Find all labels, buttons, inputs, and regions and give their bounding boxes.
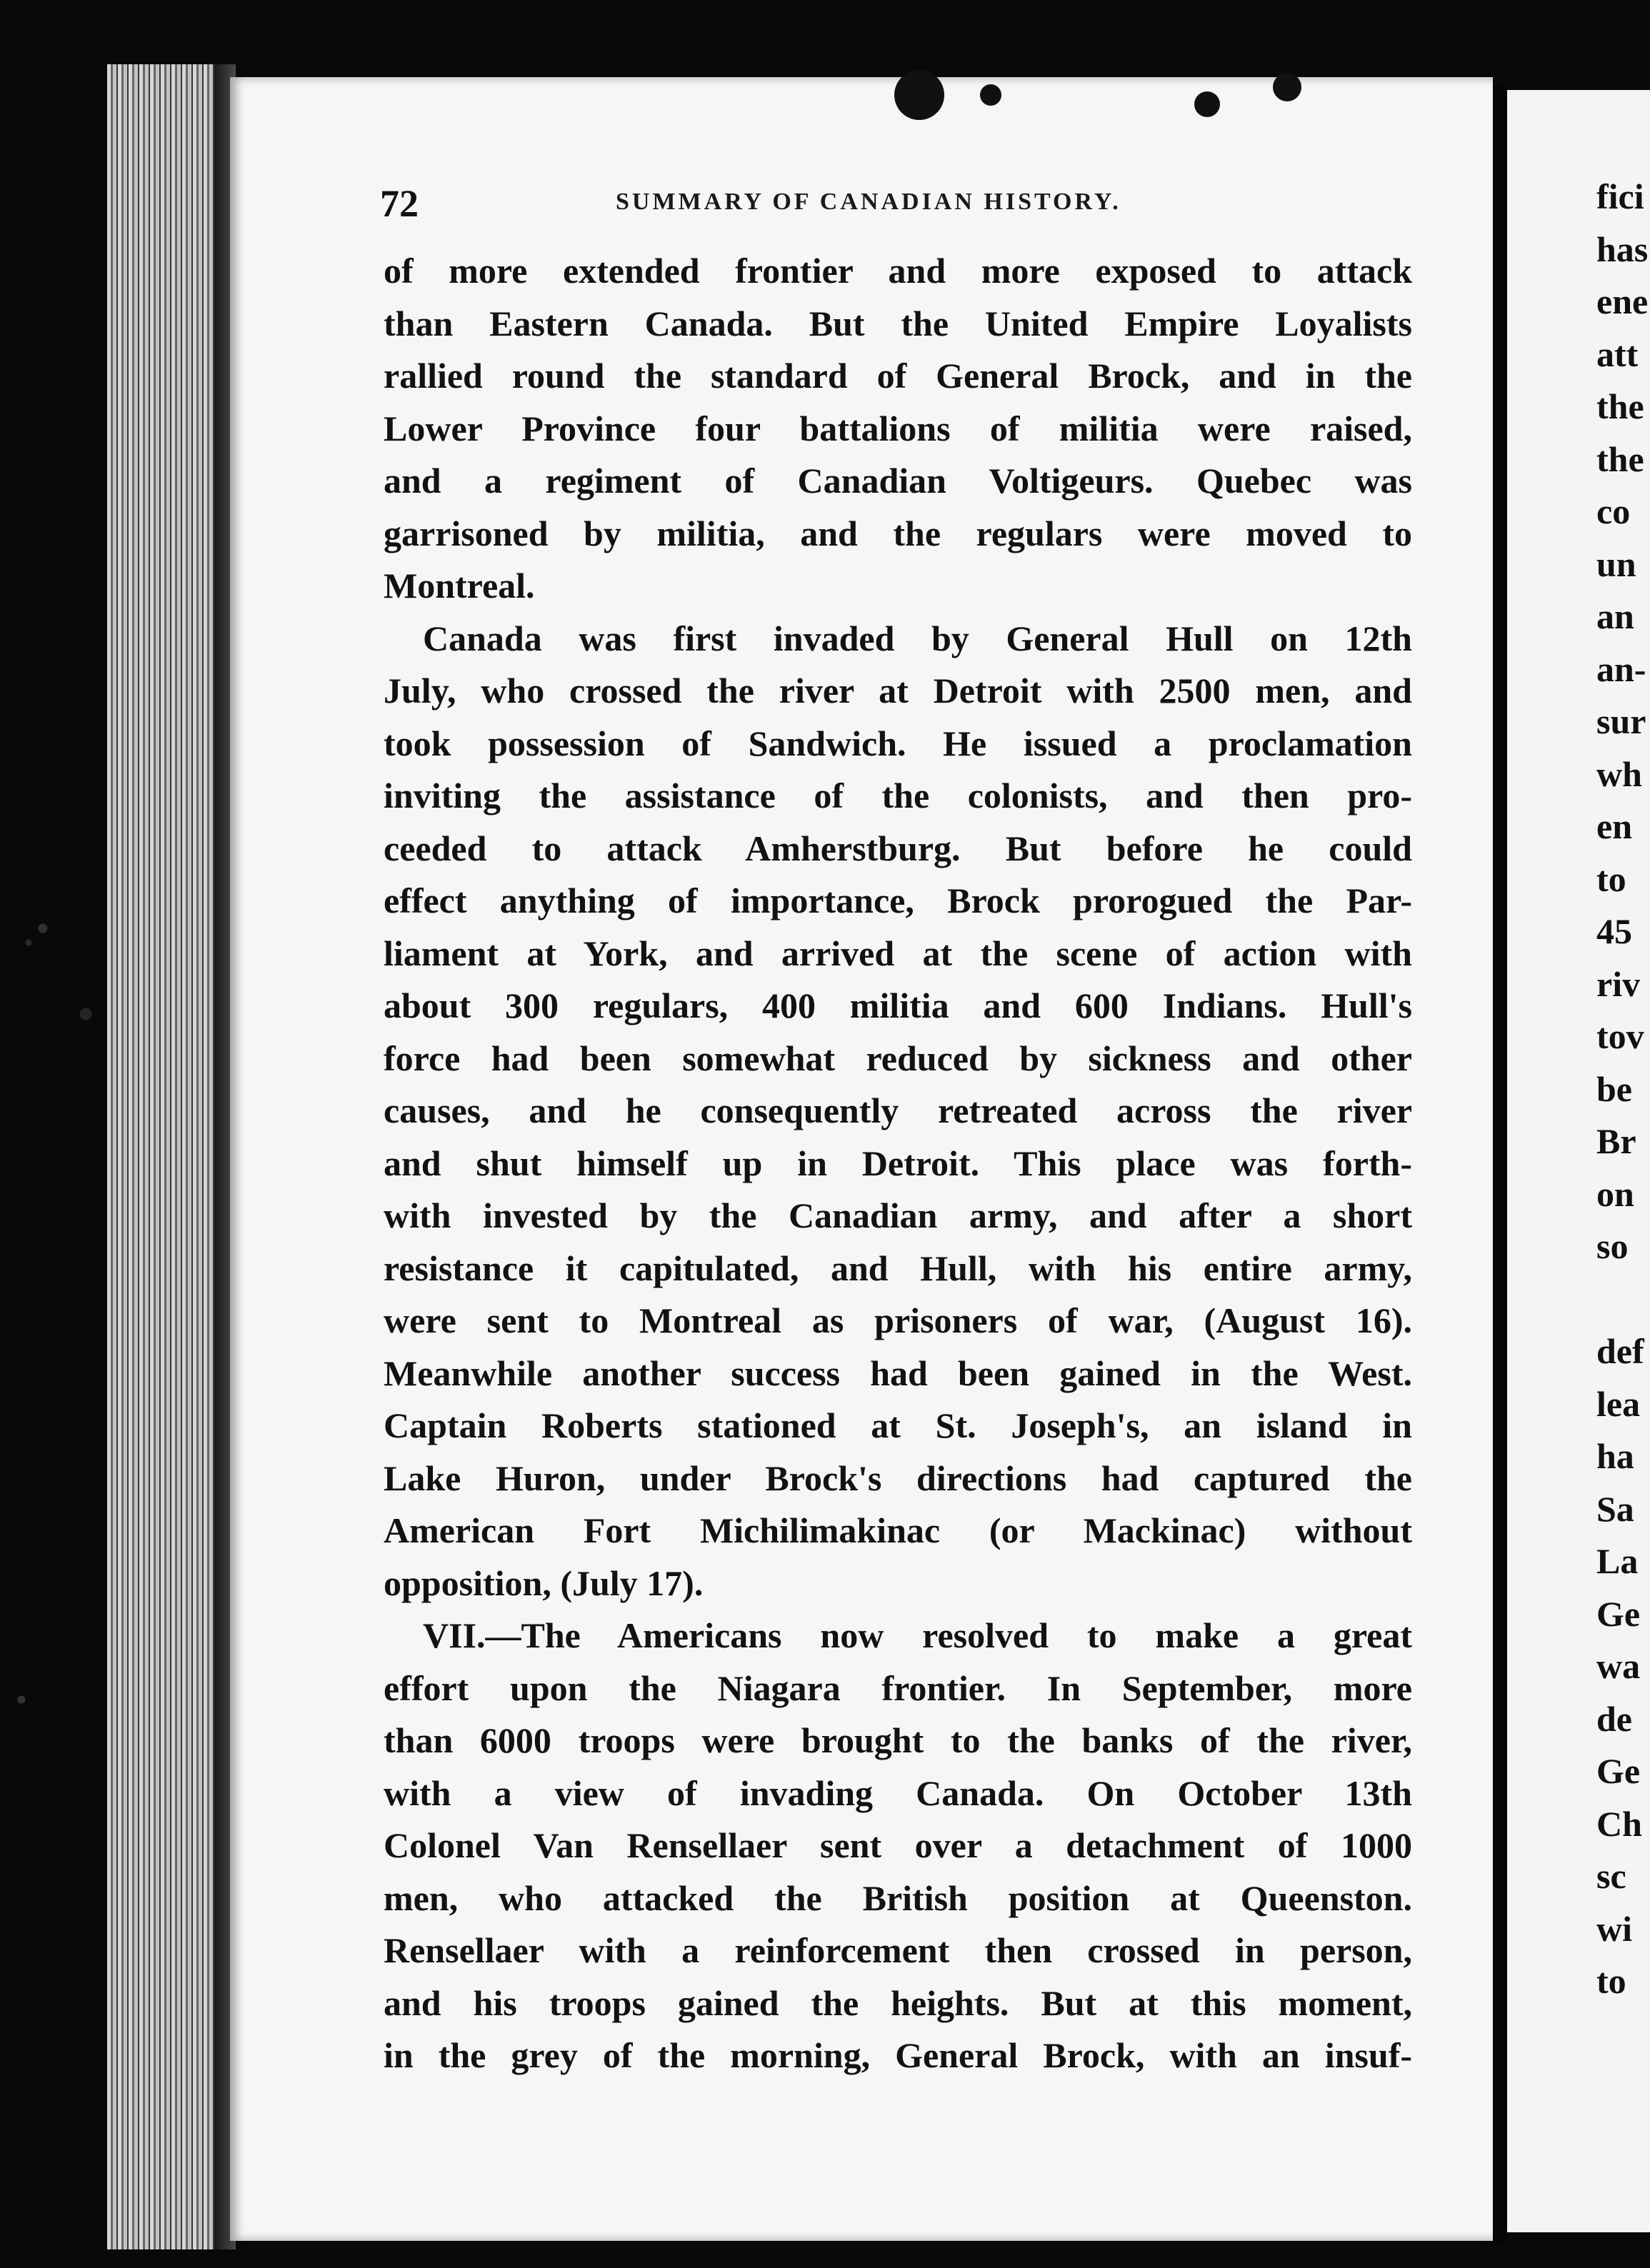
text-line: with invested by the Canadian army, and after a short	[384, 1195, 1412, 1235]
text-line: causes, and he consequently retreated across the river	[384, 1090, 1412, 1130]
book-page	[230, 77, 1493, 2241]
text-line: force had been somewhat reduced by sickness and other	[384, 1038, 1412, 1078]
text-line: and his troops gained the heights. But at this moment,	[384, 1982, 1412, 2023]
next-page-fragment: 45	[1596, 911, 1632, 951]
text-line: liament at York, and arrived at the scene of action with	[384, 933, 1412, 973]
text-line: Captain Roberts stationed at St. Joseph's, an island in	[384, 1405, 1412, 1445]
text-line: Canada was first invaded by General Hull on 12th	[423, 618, 1412, 658]
next-page-fragment: so	[1596, 1226, 1629, 1266]
next-page-fragment: an-	[1596, 648, 1646, 689]
text-line: Lake Huron, under Brock's directions had captured the	[384, 1457, 1412, 1498]
next-page-fragment: on	[1596, 1173, 1634, 1214]
text-line: Rensellaer with a reinforcement then crossed in person,	[384, 1930, 1412, 1970]
next-page-fragment: La	[1596, 1541, 1639, 1581]
ink-blot	[1194, 91, 1220, 117]
next-page-fragment: wh	[1596, 753, 1642, 794]
ink-blot	[980, 84, 1001, 106]
book-page-edges	[107, 64, 229, 2249]
text-line: in the grey of the morning, General Brock, with an insuf-	[384, 2035, 1412, 2075]
next-page-fragment: fici	[1596, 176, 1644, 216]
text-line: were sent to Montreal as prisoners of war, (August 16).	[384, 1300, 1412, 1340]
text-line: men, who attacked the British position at Queenston.	[384, 1877, 1412, 1918]
next-page-fragment: Ge	[1596, 1593, 1641, 1634]
text-line: than Eastern Canada. But the United Empire Loyalists	[384, 303, 1412, 343]
text-line: effect anything of importance, Brock prorogued the Par-	[384, 880, 1412, 920]
text-line: and shut himself up in Detroit. This place was forth-	[384, 1143, 1412, 1183]
next-page-fragment: the	[1596, 386, 1644, 426]
next-page-fragment: riv	[1596, 963, 1641, 1004]
text-line: Montreal.	[384, 566, 535, 606]
text-line: took possession of Sandwich. He issued a proclamation	[384, 723, 1412, 763]
next-page-fragment: un	[1596, 543, 1636, 584]
next-page-fragment: wa	[1596, 1646, 1641, 1686]
next-page-fragment: has	[1596, 229, 1649, 269]
text-line: rallied round the standard of General Brock, and in the	[384, 356, 1412, 396]
next-page-fragment: lea	[1596, 1383, 1641, 1424]
next-page-fragment: an	[1596, 596, 1634, 636]
text-line: American Fort Michilimakinac (or Mackinac) without	[384, 1510, 1412, 1550]
text-line: VII.—The Americans now resolved to make a great	[423, 1615, 1412, 1655]
next-page-fragment: att	[1596, 333, 1639, 374]
next-page-fragment: be	[1596, 1068, 1632, 1109]
text-line: inviting the assistance of the colonists, and then pro-	[384, 776, 1412, 816]
text-line: about 300 regulars, 400 militia and 600 Indians. Hull's	[384, 985, 1412, 1025]
text-line: July, who crossed the river at Detroit with 2500 men, and	[384, 671, 1412, 711]
next-page-fragment: to	[1596, 1961, 1626, 2001]
text-line: Meanwhile another success had been gained in the West.	[384, 1353, 1412, 1393]
next-page-fragment: co	[1596, 491, 1631, 531]
next-page-fragment: sur	[1596, 701, 1646, 741]
next-page-fragment: ha	[1596, 1436, 1634, 1476]
next-page-fragment: de	[1596, 1698, 1632, 1739]
next-page-fragment: to	[1596, 858, 1626, 899]
next-page-fragment: Ge	[1596, 1751, 1641, 1791]
next-page-fragment: ene	[1596, 281, 1649, 321]
text-line: garrisoned by militia, and the regulars were moved to	[384, 513, 1412, 553]
next-page-fragment: def	[1596, 1331, 1644, 1371]
text-line: opposition, (July 17).	[384, 1562, 704, 1603]
running-head: SUMMARY OF CANADIAN HISTORY.	[616, 189, 1121, 215]
text-line: resistance it capitulated, and Hull, with his entire army,	[384, 1248, 1412, 1288]
page-number: 72	[380, 182, 419, 225]
next-page-fragment: en	[1596, 806, 1632, 846]
next-page-fragment: tov	[1596, 1016, 1644, 1056]
text-line: with a view of invading Canada. On October 13th	[384, 1772, 1412, 1813]
next-page-fragment: Sa	[1596, 1488, 1634, 1529]
next-page-fragment: sc	[1596, 1856, 1626, 1896]
text-line: Lower Province four battalions of militia were raised,	[384, 408, 1412, 448]
ink-blot	[894, 70, 944, 120]
next-page-sliver	[1507, 90, 1650, 2232]
next-page-fragment: Ch	[1596, 1803, 1642, 1844]
text-line: and a regiment of Canadian Voltigeurs. Quebec was	[384, 461, 1412, 501]
next-page-fragment: wi	[1596, 1908, 1632, 1949]
text-line: Colonel Van Rensellaer sent over a detachment of 1000	[384, 1825, 1412, 1865]
text-line: than 6000 troops were brought to the banks of the river,	[384, 1720, 1412, 1760]
next-page-fragment: the	[1596, 438, 1644, 479]
text-line: effort upon the Niagara frontier. In September, more	[384, 1667, 1412, 1708]
ink-blot	[1273, 73, 1301, 101]
next-page-fragment: Br	[1596, 1121, 1636, 1161]
text-line: of more extended frontier and more exposed to attack	[384, 251, 1412, 291]
text-line: ceeded to attack Amherstburg. But before he could	[384, 828, 1412, 868]
